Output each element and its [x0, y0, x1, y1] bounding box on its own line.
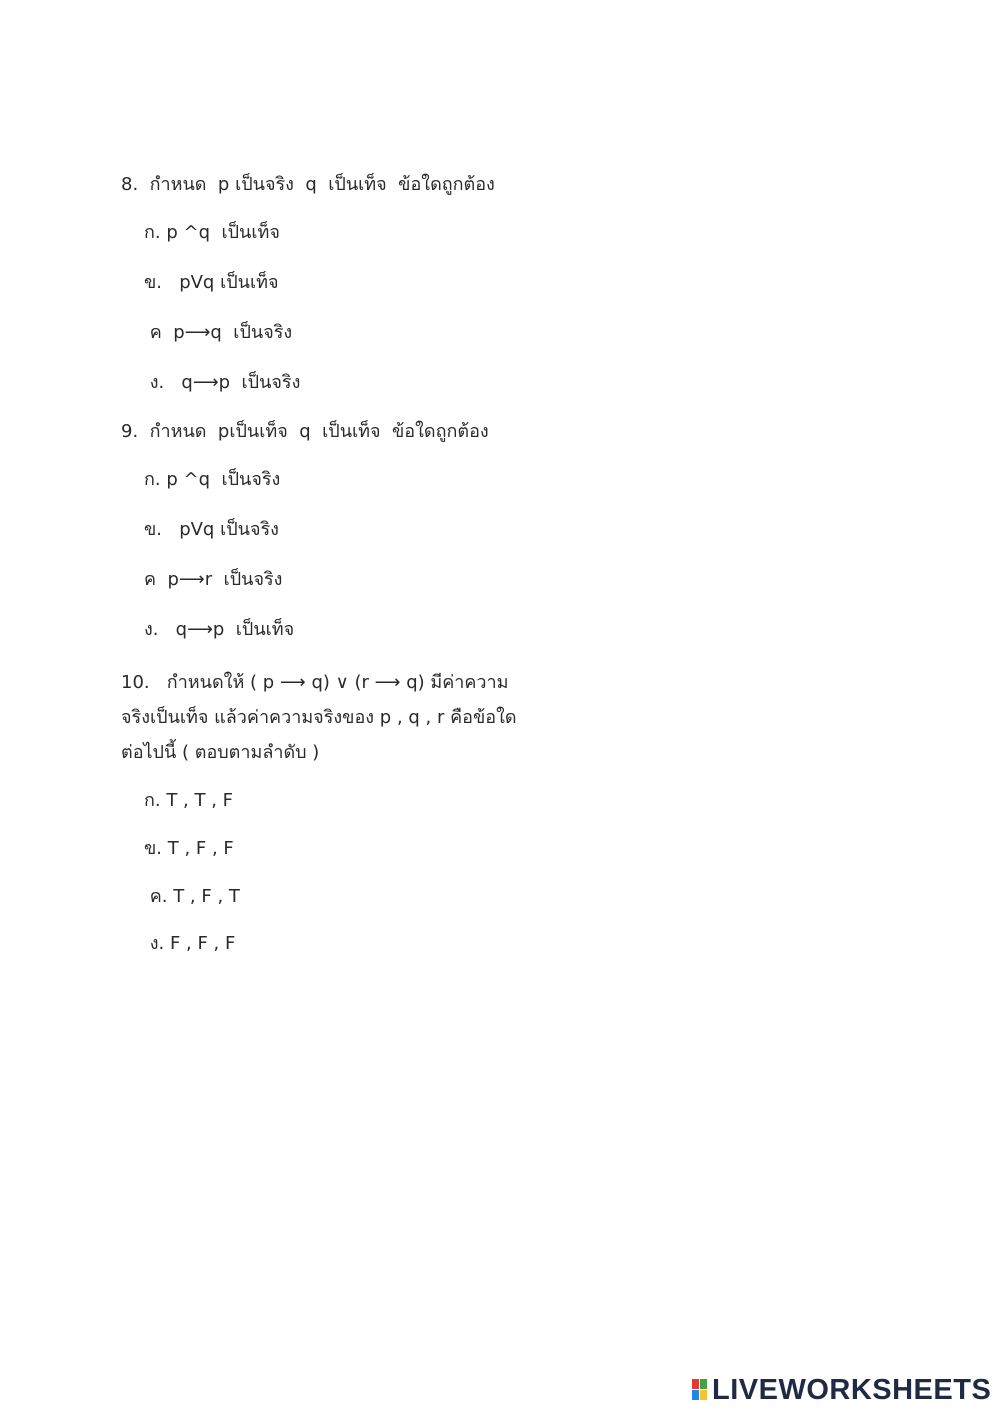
question-8-choice-c: ค p⟶q เป็นจริง: [144, 322, 293, 343]
question-10-text-line-1: 10. กำหนดให้ ( p ⟶ q) ∨ (r ⟶ q) มีค่าความ: [121, 672, 509, 693]
question-8-choice-b: ข. pVq เป็นเท็จ: [144, 272, 279, 293]
liveworksheets-logo-icon: [692, 1379, 708, 1401]
question-10-choice-a: ก. T , T , F: [144, 790, 234, 811]
question-8-text: 8. กำหนด p เป็นจริง q เป็นเท็จ ข้อใดถูกต้อง: [121, 174, 495, 195]
liveworksheets-logo-text: LIVEWORKSHEETS: [712, 1373, 992, 1406]
question-10-choice-c: ค. T , F , T: [144, 886, 240, 907]
question-10-choice-d: ง. F , F , F: [144, 933, 236, 954]
question-9-choice-b: ข. pVq เป็นจริง: [144, 519, 279, 540]
liveworksheets-logo: [692, 1374, 992, 1406]
question-10-text-line-2: จริงเป็นเท็จ แล้วค่าความจริงของ p , q , r คือข้อใด: [121, 707, 517, 728]
question-10-choice-b: ข. T , F , F: [144, 838, 234, 859]
question-9-choice-c: ค p⟶r เป็นจริง: [144, 569, 283, 590]
question-9-choice-a: ก. p ^q เป็นจริง: [144, 469, 281, 490]
question-8-choice-d: ง. q⟶p เป็นจริง: [144, 372, 301, 393]
question-9-choice-d: ง. q⟶p เป็นเท็จ: [144, 619, 295, 640]
question-8-choice-a: ก. p ^q เป็นเท็จ: [144, 222, 280, 243]
question-10-text-line-3: ต่อไปนี้ ( ตอบตามลำดับ ): [121, 742, 320, 763]
question-9-text: 9. กำหนด pเป็นเท็จ q เป็นเท็จ ข้อใดถูกต้อง: [121, 421, 489, 442]
